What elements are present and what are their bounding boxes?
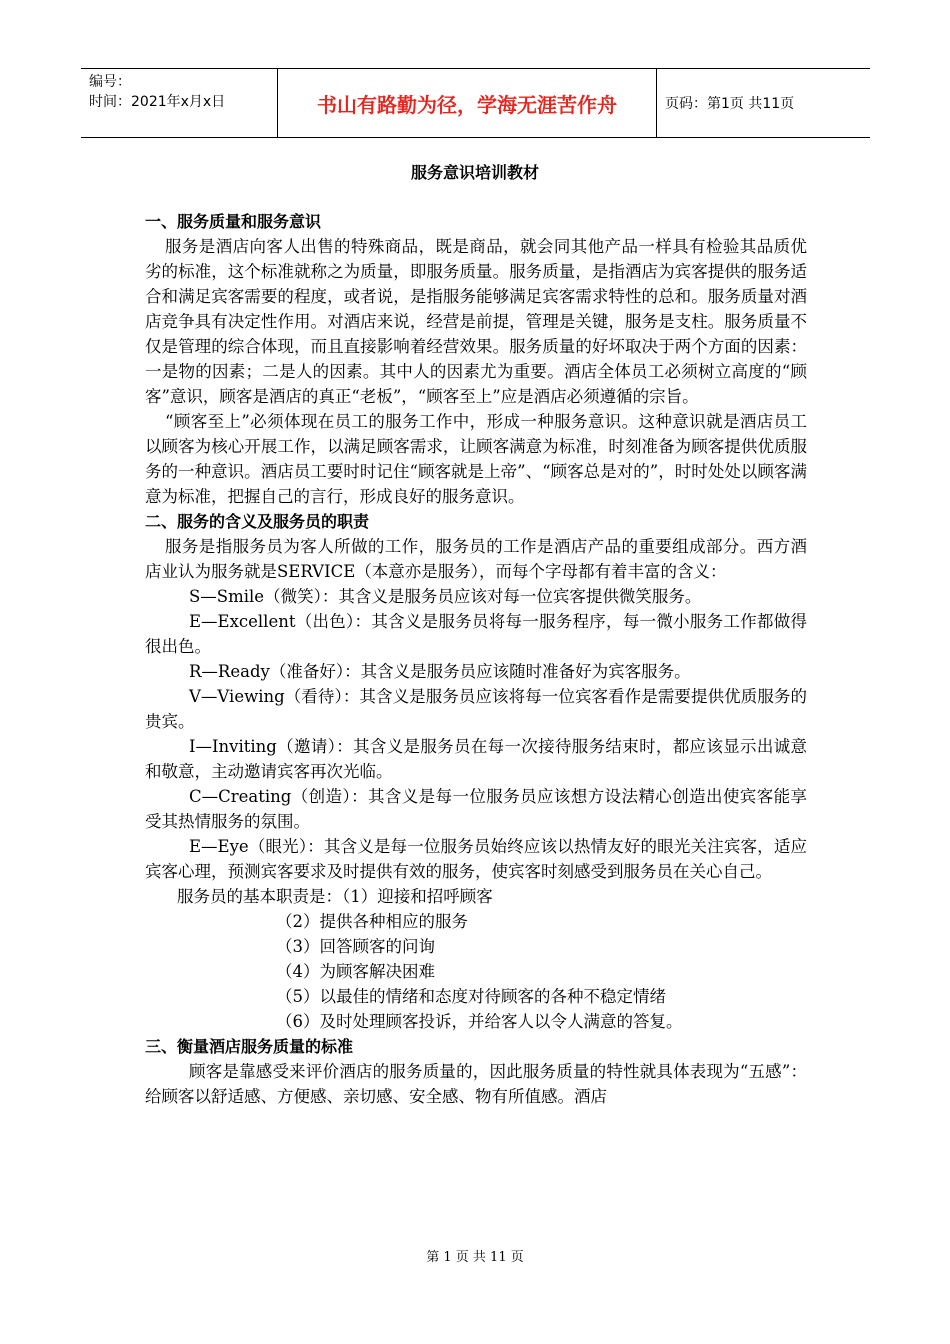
service-letter-item: V—Viewing（看待）：其含义是服务员应该将每一位宾客看作是需要提供优质服务的贵宾。 [145,687,807,731]
section-heading-2: 二、服务的含义及服务员的职责 [145,512,370,531]
duty-item: （2）提供各种相应的服务 [276,912,468,931]
duty-item: （6）及时处理顾客投诉，并给客人以令人满意的答复。 [276,1012,683,1031]
duty-item: （3）回答顾客的问询 [276,937,435,956]
duty-item: （5）以最佳的情绪和态度对待顾客的各种不稳定情绪 [276,987,666,1006]
header-page-info: 页码：第1页 共11页 [665,96,795,112]
service-letter-item: E—Eye（眼光）：其含义是每一位服务员始终应该以热情友好的眼光关注宾客，适应宾客心理，预测宾客要求及时提供有效的服务，使宾客时刻感受到服务员在关心自己。 [145,837,807,881]
section-heading-1: 一、服务质量和服务意识 [145,212,322,231]
page-header [81,68,870,138]
page-footer: 第 1 页 共 11 页 [426,1250,524,1265]
service-letter-item: I—Inviting（邀请）：其含义是服务员在每一次接待服务结束时，都应该显示出诚意和敬意，主动邀请宾客再次光临。 [145,737,807,781]
paragraph: 顾客是靠感受来评价酒店的服务质量的，因此服务质量的特性就具体表现为“五感”：给顾客以舒适感、方便感、亲切感、安全感、物有所值感。酒店 [145,1062,807,1106]
paragraph: 服务是指服务员为客人所做的工作，服务员的工作是酒店产品的重要组成部分。西方酒店业认为服务就是SERVICE（本意亦是服务），而每个字母都有着丰富的含义： [145,537,807,581]
service-letter-item: R—Ready（准备好）：其含义是服务员应该随时准备好为宾客服务。 [189,662,691,681]
document-body [145,209,807,1109]
paragraph: 服务是酒店向客人出售的特殊商品，既是商品，就会同其他产品一样具有检验其品质优劣的标准，这个标准就称之为质量，即服务质量。服务质量，是指酒店为宾客提供的服务适合和满足宾客需要的程度，或者说，是指服务能够满足宾客需求特性的总和。服务质量对酒店竞争具有决定性作用。对酒店来说，经营是前提，管理是关键，服务是支柱。服务质量不仅是管理的综合体现，而且直接影响着经营效果。服务质量的好坏取决于两个方面的因素：一是物的因素；二是人的因素。其中人的因素尤为重要。酒店全体员工必须树立高度的“顾客”意识，顾客是酒店的真正“老板”，“顾客至上”应是酒店必须遵循的宗旨。 [145,237,807,406]
service-letter-item: C—Creating（创造）：其含义是每一位服务员应该想方设法精心创造出使宾客能享受其热情服务的氛围。 [145,787,807,831]
header-meta [89,72,269,112]
service-letter-item: S—Smile（微笑）：其含义是服务员应该对每一位宾客提供微笑服务。 [189,587,702,606]
paragraph: “顾客至上”必须体现在员工的服务工作中，形成一种服务意识。这种意识就是酒店员工以顾客为核心开展工作，以满足顾客需求，让顾客满意为标准，时刻准备为顾客提供优质服务的一种意识。酒店员工要时时记住“顾客就是上帝”、“顾客总是对的”，时时处处以顾客满意为标准，把握自己的言行，形成良好的服务意识。 [145,412,807,506]
duties-intro: 服务员的基本职责是：（1）迎接和招呼顾客 [177,887,493,906]
section-heading-3: 三、衡量酒店服务质量的标准 [145,1037,354,1056]
service-letter-item: E—Excellent（出色）：其含义是服务员将每一服务程序，每一微小服务工作都做得很出色。 [145,612,807,656]
header-motto: 书山有路勤为径，学海无涯苦作舟 [277,69,657,137]
document-time-label: 时间：2021年x月x日 [89,94,226,110]
duty-item: （4）为顾客解决困难 [276,962,435,981]
document-title: 服务意识培训教材 [410,163,539,182]
document-number-label: 编号： [89,74,131,90]
